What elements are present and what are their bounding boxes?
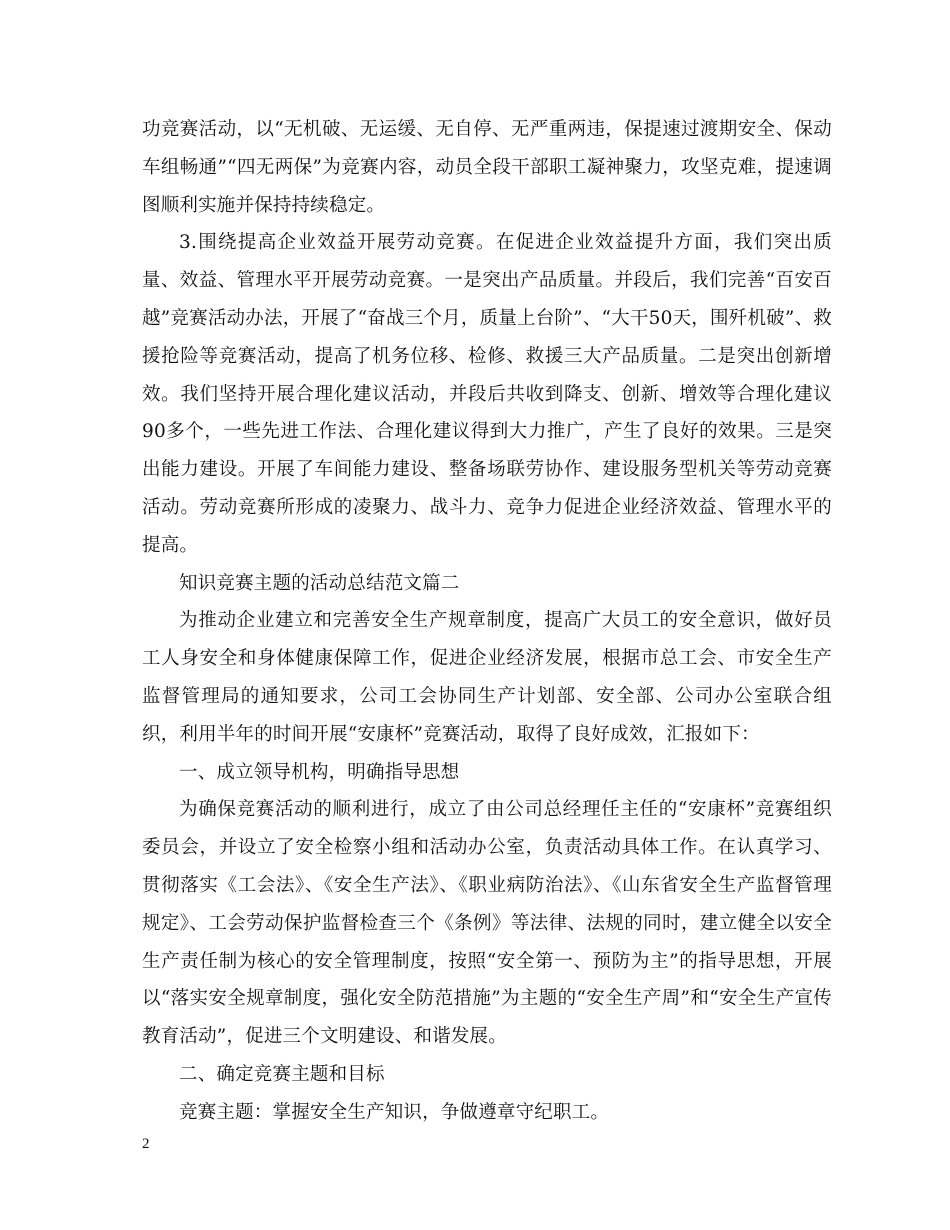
section-title-part-two: 知识竞赛主题的活动总结范文篇二 [179,572,460,594]
paragraph-introduction: 为推动企业建立和完善安全生产规章制度，提高广大员工的安全意识，做好员工人身安全和身体健康保障工作，促进企业经济发展，根据市总工会、市安全生产监督管理局的通知要求，公司工会协同生产计划部、安全部、公司办公室联合组织，利用半年的时间开展“安康杯”竞赛活动，取得了良好成效，汇报如下： [142,610,832,745]
paragraph-efficiency-competition: 3.围绕提高企业效益开展劳动竞赛。在促进企业效益提升方面，我们突出质量、效益、管理水平开展劳动竞赛。一是突出产品质量。并段后，我们完善“百安百越”竞赛活动办法，开展了“奋战三个月，质量上台阶”、“大干50天，围歼机破”、救援抢险等竞赛活动，提高了机务位移、检修、救援三大产品质量。二是突出创新增效。我们坚持开展合理化建议活动，并段后共收到降支、创新、增效等合理化建议90多个，一些先进工作法、合理化建议得到大力推广，产生了良好的效果。三是突出能力建设。开展了车间能力建设、整备场联劳协作、建设服务型机关等劳动竞赛活动。劳动竞赛所形成的凌聚力、战斗力、竞争力促进企业经济效益、管理水平的提高。 [142,232,832,556]
document-body [142,111,832,1132]
heading-leadership: 一、成立领导机构，明确指导思想 [179,761,460,783]
paragraph-continuation: 功竞赛活动，以“无机破、无运缓、无自停、无严重两违，保提速过渡期安全、保动车组畅通”“四无两保”为竞赛内容，动员全段干部职工凝神聚力，攻坚克难，提速调图顺利实施并保持持续稳定。 [142,119,832,216]
heading-theme-and-goals: 二、确定竞赛主题和目标 [179,1063,385,1085]
paragraph-theme: 竞赛主题：掌握安全生产知识，争做遵章守纪职工。 [179,1101,610,1123]
paragraph-leadership: 为确保竞赛活动的顺利进行，成立了由公司总经理任主任的“安康杯”竞赛组织委员会，并设立了安全检察小组和活动办公室，负责活动具体工作。在认真学习、贯彻落实《工会法》、《安全生产法》、《职业病防治法》、《山东省安全生产监督管理规定》、工会劳动保护监督检查三个《条例》等法律、法规的同时，建立健全以安全生产责任制为核心的安全管理制度，按照“安全第一、预防为主”的指导思想，开展以“落实安全规章制度，强化安全防范措施”为主题的“安全生产周”和“安全生产宣传教育活动”，促进三个文明建设、和谐发展。 [142,799,832,1048]
page-number: 2 [142,1136,150,1152]
